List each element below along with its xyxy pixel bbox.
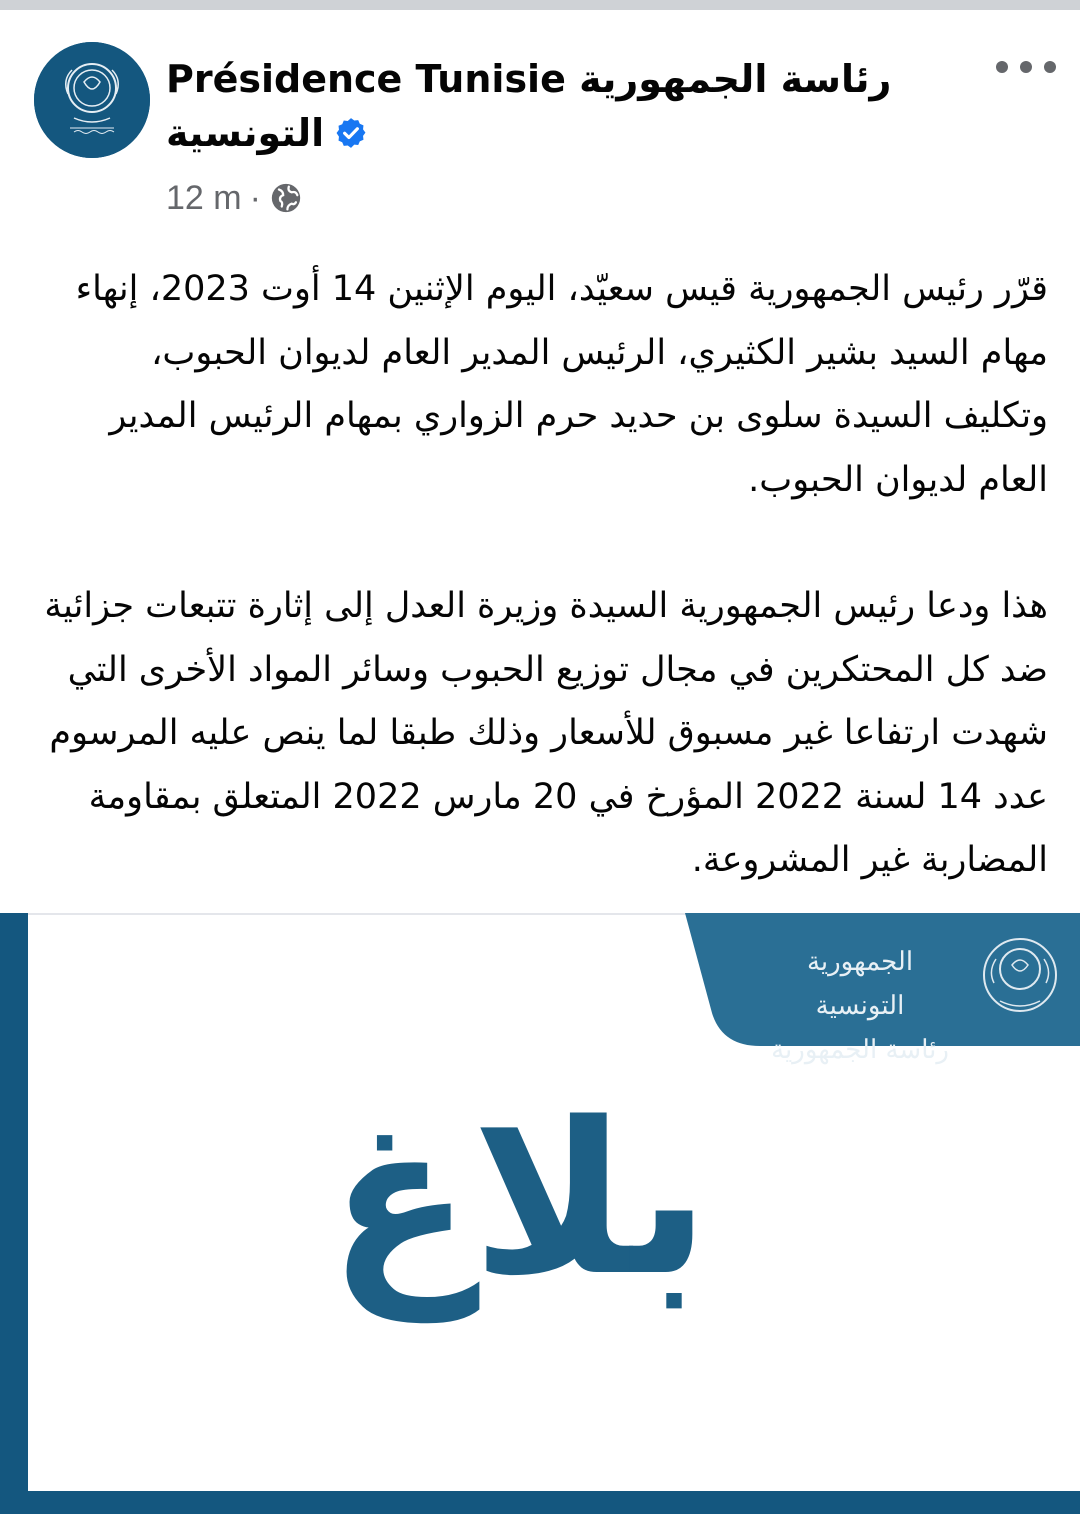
more-options-button[interactable] [996,52,1056,82]
page-avatar[interactable] [34,42,150,158]
image-title: بلاغ [328,1077,710,1322]
post-timestamp[interactable]: 12 m [166,178,242,217]
image-banner-text [760,940,960,1072]
more-options-icon [1020,61,1032,73]
more-options-icon [996,61,1008,73]
post-paragraph-1: قرّر رئيس الجمهورية قيس سعيّد، اليوم الإثنين 14 أوت 2023، إنهاء مهام السيد بشير الكثيري، الرئيس المدير العام لديوان الحبوب، وتكليف السيدة سلوى بن حديد حرم الزواري بمهام الرئيس المدير العام لديوان الحبوب. [75,269,1048,500]
presidency-emblem-icon [34,42,150,158]
banner-line-2: رئاسة الجمهورية [771,1035,949,1065]
page-name-line1[interactable]: Présidence Tunisie رئاسة الجمهورية [166,57,892,101]
globe-icon[interactable] [269,181,303,215]
more-options-icon [1044,61,1056,73]
post-text [40,258,1048,893]
meta-separator: · [249,178,261,217]
post-paragraph-2: هذا ودعا رئيس الجمهورية السيدة وزيرة العدل إلى إثارة تتبعات جزائية ضد كل المحتكرين في مجال توزيع الحبوب وسائر المواد الأخرى التي شهدت ارتفاعا غير مسبوق للأسعار وذلك طبقا لما ينص عليه المرسوم عدد 14 لسنة 2022 المؤرخ في 20 مارس 2022 المتعلق بمقاومة المضاربة غير المشروعة. [44,586,1048,880]
page-name-line2[interactable]: التونسية [166,111,325,155]
page-name[interactable] [166,52,892,160]
verified-badge-icon [334,116,368,150]
page-name-line2-row [166,106,866,160]
post-meta [166,176,303,220]
top-divider [0,0,1080,10]
banner-line-1: الجمهورية التونسية [806,947,914,1021]
